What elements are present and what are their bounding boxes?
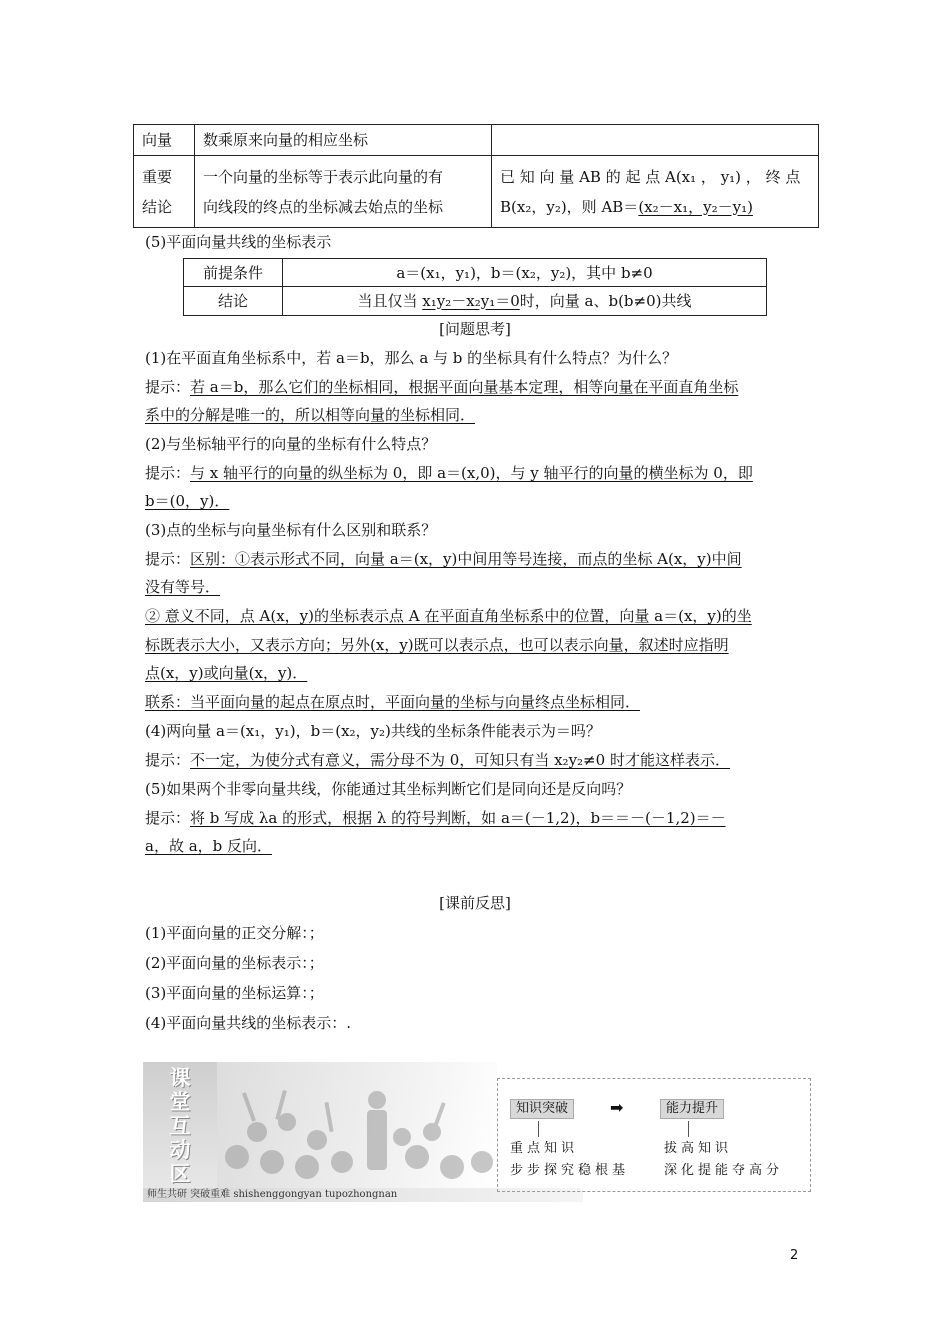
ability-tag: 能力提升 [660,1099,724,1119]
text-line [145,692,640,712]
knowledge-tag: 知识突破 [510,1099,574,1119]
extra-text: B(x₂，y₂)，则 AB＝ [500,197,639,216]
extra-line: 已 知 向 量 AB 的 起 点 A(x₁ ， y₁) ， 终 点 [500,167,801,186]
classroom-photo-image [217,1062,497,1188]
line-text: 提示： [145,751,191,769]
text-line [145,405,475,425]
page-number: 2 [790,1248,799,1263]
line-text: (3)点的坐标与向量坐标有什么区别和联系？ [145,521,437,539]
review-item: (2)平面向量的坐标表示：； [145,954,324,972]
extra-line [500,192,810,222]
desc-line: 向线段的终点的坐标减去始点的坐标 [203,197,444,216]
label-line: 重要 [142,167,173,186]
text-line [145,520,436,540]
value-text: 时，向量 a、b(b≠0)共线 [519,291,692,310]
line-text: (1)在平面直角坐标系中，若 a＝b，那么 a 与 b 的坐标具有什么特点？为什么？ [145,349,678,367]
table-cell-label [134,156,195,228]
text-line [145,463,753,483]
banner-char: 区 [169,1162,191,1186]
line-answer: a，故 a，b 反向． [145,837,273,855]
arrow-right-icon: ➡ [610,1098,624,1117]
text-line [145,635,729,655]
connector-line [688,1121,689,1137]
line-answer: 联系：当平面向量的起点在原点时，平面向量的坐标与向量终点坐标相同． [145,693,641,711]
desc-line: 一个向量的坐标等于表示此向量的有 [203,167,444,186]
flow-text: 步步探究稳根基 [510,1163,630,1178]
line-answer: 没有等号． [145,578,221,596]
banner-char: 堂 [169,1090,191,1114]
review-item: (4)平面向量共线的坐标表示：. [145,1014,352,1032]
banner-char: 互 [169,1114,191,1138]
section-heading: (5)平面向量共线的坐标表示 [145,233,332,251]
text-line [145,663,307,683]
flow-text: 重点知识 [510,1141,579,1156]
line-answer: 区别：①表示形式不同，向量 a＝(x，y)中间用等号连接，而点的坐标 A(x，y)中间 [190,550,742,568]
line-text: 提示： [145,809,191,827]
banner-side-title [143,1062,217,1188]
value-text: 当且仅当 [357,291,423,310]
text-line [145,348,677,368]
text-line [145,549,742,569]
table-cell-value: a＝(x₁，y₁)，b＝(x₂，y₂)，其中 b≠0 [283,259,767,287]
line-answer: ② 意义不同，点 A(x，y)的坐标表示点 A 在平面直角坐标系中的位置，向量 a＝(x，y)的坐 [145,607,752,625]
value-answer: x₁y₂－x₂y₁＝0 [422,291,520,310]
table-cell-label: 结论 [184,287,283,316]
line-answer: b＝(0，y)． [145,492,230,510]
line-text: (2)与坐标轴平行的向量的坐标有什么特点？ [145,435,437,453]
table-cell-extra [492,156,819,228]
table-cell-extra [492,125,819,156]
extra-answer: (x₂－x₁，y₂－y₁) [638,197,753,216]
flow-text: 拔高知识 [664,1141,733,1156]
banner-strip: 师生共研 突破重难 shishenggongyan tupozhongnan [143,1188,583,1202]
text-line [145,721,601,741]
text-line [145,491,229,511]
text-line [145,577,220,597]
line-answer: 与 x 轴平行的向量的纵坐标为 0，即 a＝(x,0)，与 y 轴平行的向量的横坐标为 0，即 [190,464,753,482]
line-answer: 不一定，为使分式有意义，需分母不为 0，可知只有当 x₂y₂≠0 时才能这样表示． [190,751,730,769]
property-table [133,124,819,228]
review-item: (3)平面向量的坐标运算：； [145,984,324,1002]
line-text: (4)两向量 a＝(x₁，y₁)，b＝(x₂，y₂)共线的坐标条件能表示为＝吗？ [145,722,601,740]
connector-line [538,1121,539,1137]
classroom-banner [143,1062,811,1202]
label-line: 结论 [142,197,173,216]
table-cell-label: 前提条件 [184,259,283,287]
review-item: (1)平面向量的正交分解：； [145,924,324,942]
classroom-photo [217,1062,497,1188]
text-line [145,779,631,799]
line-answer: 将 b 写成 λa 的形式，根据 λ 的符号判断，如 a＝(－1,2)，b＝＝－(－1,2)＝－ [190,809,726,827]
line-answer: 点(x，y)或向量(x，y)． [145,664,308,682]
text-line [145,434,436,454]
text-line [145,750,730,770]
banner-flow-box [497,1078,811,1192]
line-text: (5)如果两个非零向量共线，你能通过其坐标判断它们是同向还是反向吗？ [145,780,632,798]
line-text: 提示： [145,378,191,396]
line-text: 提示： [145,464,191,482]
banner-char: 课 [169,1066,191,1090]
collinear-table [183,258,767,316]
flow-text: 深化提能夺高分 [664,1163,784,1178]
line-text: 提示： [145,550,191,568]
question-heading: [问题思考] [439,320,511,338]
text-line [145,808,726,828]
text-line [145,836,272,856]
review-heading: [课前反思] [439,894,511,912]
text-line [145,606,752,626]
table-cell-value [283,287,767,316]
line-answer: 标既表示大小，又表示方向；另外(x，y)既可以表示点，也可以表示向量，叙述时应指明 [145,636,729,654]
line-answer: 若 a＝b，那么它们的坐标相同，根据平面向量基本定理，相等向量在平面直角坐标 [190,378,739,396]
table-cell-desc [195,156,492,228]
text-line [145,377,738,397]
line-answer: 系中的分解是唯一的，所以相等向量的坐标相同． [145,406,476,424]
table-cell-label: 向量 [134,125,195,156]
table-cell-desc: 数乘原来向量的相应坐标 [195,125,492,156]
banner-char: 动 [169,1138,191,1162]
